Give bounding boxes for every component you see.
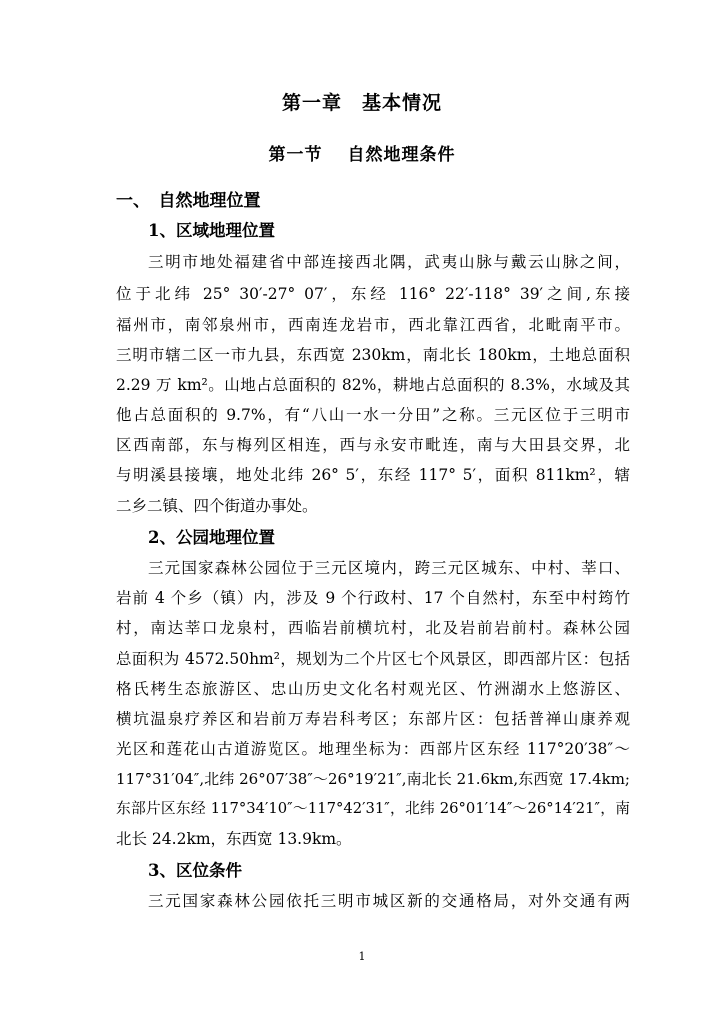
paragraph-line: 三元国家森林公园位于三元区境内，跨三元区城东、中村、莘口、 <box>148 559 630 577</box>
paragraph-line: 三元国家森林公园依托三明市城区新的交通格局，对外交通有两 <box>148 892 630 910</box>
paragraph-line: 三明市辖二区一市九县，东西宽 230km，南北长 180km，土地总面积 <box>116 346 630 364</box>
paragraph-line: 北长 24.2km，东西宽 13.9km。 <box>116 830 352 848</box>
paragraph-line: 117°31′04″,北纬 26°07′38″～26°19′21″,南北长 21.6km,东西宽 17.4km; <box>116 770 630 788</box>
chapter-title: 第一章 基本情况 <box>281 92 442 114</box>
paragraph-line: 村，南达莘口龙泉村，西临岩前横坑村，北及岩前岩前村。森林公园 <box>116 619 630 637</box>
paragraph-line: 二乡二镇、四个街道办事处。 <box>116 497 318 515</box>
paragraph-line: 三明市地处福建省中部连接西北隅，武夷山脉与戴云山脉之间， <box>148 253 630 271</box>
subheading-park-location: 2、公园地理位置 <box>148 528 275 547</box>
page-number: 1 <box>358 950 366 963</box>
paragraph-line: 格氏栲生态旅游区、忠山历史文化名村观光区、竹洲湖水上悠游区、 <box>116 680 630 698</box>
paragraph-line: 与明溪县接壤，地处北纬 26° 5′，东经 117° 5′，面积 811km²，辖 <box>116 466 630 484</box>
paragraph-line: 东部片区东经 117°34′10″～117°42′31″，北纬 26°01′14″～26°14′21″，南 <box>116 800 630 817</box>
subheading-location-conditions: 3、区位条件 <box>148 861 242 880</box>
paragraph-line: 横坑温泉疗养区和岩前万寿岩科考区；东部片区：包括普禅山康养观 <box>116 710 630 728</box>
paragraph-line: 2.29 万 km²。山地占总面积的 82%，耕地占总面积的 8.3%，水域及其 <box>116 376 630 394</box>
section-title: 第一节 自然地理条件 <box>268 145 456 165</box>
subheading-regional-location: 1、区域地理位置 <box>148 221 275 240</box>
paragraph-line: 区西南部，东与梅列区相连，西与永安市毗连，南与大田县交界，北 <box>116 436 630 454</box>
paragraph-line: 他占总面积的 9.7%，有“八山一水一分田”之称。三元区位于三明市 <box>116 406 630 424</box>
heading-natural-location: 一、 自然地理位置 <box>116 191 261 211</box>
paragraph-line: 总面积为 4572.50hm²，规划为二个片区七个风景区，即西部片区：包括 <box>116 650 630 668</box>
paragraph-line: 岩前 4 个乡（镇）内，涉及 9 个行政村、17 个自然村，东至中村筠竹 <box>116 589 630 607</box>
paragraph-line: 福州市，南邻泉州市，西南连龙岩市，西北靠江西省，北毗南平市。 <box>116 316 630 334</box>
paragraph-line: 光区和莲花山古道游览区。地理坐标为：西部片区东经 117°20′38″～ <box>116 740 630 758</box>
paragraph-line: 位于北纬 25° 30′-27° 07′，东经 116° 22′-118° 39′之间,东接 <box>116 285 630 303</box>
